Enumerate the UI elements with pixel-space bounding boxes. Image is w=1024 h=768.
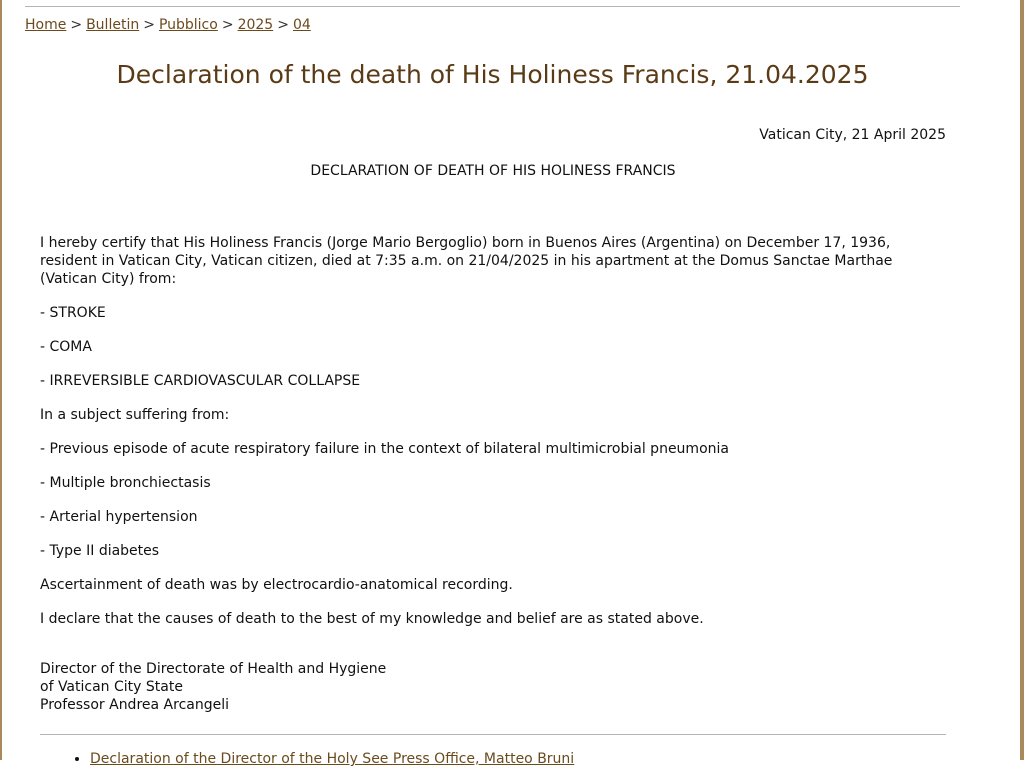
bottom-divider: [40, 734, 946, 735]
certification-paragraph: I hereby certify that His Holiness Francis (Jorge Mario Bergoglio) born in Buenos Aires (Argentina) on December 17, 1936, resident in Vatican City, Vatican citizen, died at 7:35 a.m. on 21/04/2025 in his apartment at the Domus Sanctae Marthae (Vatican City) from:: [40, 235, 893, 287]
document-heading: DECLARATION OF DEATH OF HIS HOLINESS FRANCIS: [310, 163, 676, 179]
breadcrumb-bulletin[interactable]: Bulletin: [86, 17, 140, 33]
subject-intro: In a subject suffering from:: [40, 407, 230, 423]
signature-name: Professor Andrea Arcangeli: [40, 697, 229, 713]
breadcrumb-year[interactable]: 2025: [237, 17, 274, 33]
condition-item: - Type II diabetes: [40, 543, 160, 559]
breadcrumb-pubblico[interactable]: Pubblico: [158, 17, 218, 33]
cause-item: - STROKE: [40, 305, 106, 321]
cause-item: - IRREVERSIBLE CARDIOVASCULAR COLLAPSE: [40, 373, 361, 389]
related-item: [90, 750, 574, 768]
breadcrumb-separator: >: [70, 17, 83, 33]
breadcrumb-separator: >: [143, 17, 155, 33]
condition-item: - Previous episode of acute respiratory failure in the context of bilateral multimicrobial pneumonia: [40, 441, 729, 457]
breadcrumb-home[interactable]: Home: [25, 17, 67, 33]
breadcrumb-separator: >: [277, 17, 289, 33]
signature-line: Director of the Directorate of Health and Hygiene: [40, 661, 387, 677]
top-divider: [25, 6, 960, 7]
breadcrumb-separator: >: [221, 17, 234, 33]
breadcrumb-month[interactable]: 04: [292, 17, 311, 33]
dateline: Vatican City, 21 April 2025: [759, 127, 946, 143]
breadcrumb: [25, 16, 311, 34]
article-body: [40, 234, 946, 644]
related-links: [72, 750, 574, 768]
related-link[interactable]: Declaration of the Director of the Holy See Press Office, Matteo Bruni: [90, 751, 575, 767]
condition-item: - Multiple bronchiectasis: [40, 475, 211, 491]
signature-line: of Vatican City State: [40, 679, 183, 695]
ascertainment-paragraph: Ascertainment of death was by electrocardio-anatomical recording.: [40, 577, 513, 593]
declaration-paragraph: I declare that the causes of death to the best of my knowledge and belief are as stated above.: [40, 611, 704, 627]
cause-item: - COMA: [40, 339, 92, 355]
page-title: Declaration of the death of His Holiness Francis, 21.04.2025: [116, 60, 869, 89]
signature-block: [40, 660, 386, 714]
condition-item: - Arterial hypertension: [40, 509, 198, 525]
